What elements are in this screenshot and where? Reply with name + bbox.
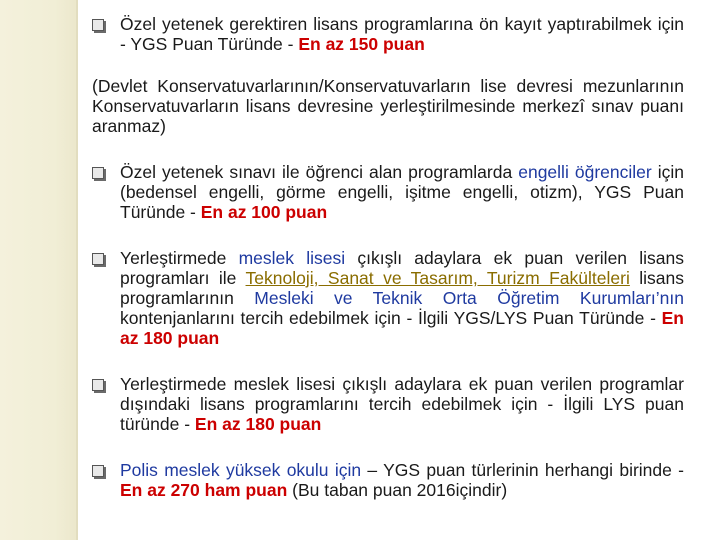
- square-bullet-icon: [92, 167, 104, 179]
- conservatory-note: (Devlet Konservatuvarlarının/Konservatuvarların lise devresi mezunlarının Konservatuvarların lisans devresine yerleştirilmesinde merkezî sınav puanı aranmaz): [92, 76, 684, 136]
- item-highlight-blue: engelli öğrenciler: [518, 162, 652, 182]
- list-item-vocational-extra-points: [92, 248, 684, 348]
- item-text: Yerleştirmede: [120, 248, 239, 268]
- item-highlight: En az 150 puan: [298, 34, 425, 54]
- item-text: Özel yetenek sınavı ile öğrenci alan programlarda: [120, 162, 519, 182]
- list-item-police-academy: [92, 460, 684, 500]
- item-highlight-blue: meslek lisesi: [238, 248, 346, 268]
- item-text: çıkışlı adaylara ek puan verilen lisans programları ile: [120, 248, 684, 288]
- slide-content: [92, 8, 684, 500]
- list-item-special-talent: [92, 14, 684, 54]
- list-item-disabled-students: [92, 162, 684, 222]
- item-highlight: En az 100 puan: [200, 202, 328, 222]
- square-bullet-icon: [92, 253, 104, 265]
- item-text: Özel yetenek gerektiren lisans programlarına ön kayıt yaptırabilmek için - YGS Puan Türünde -: [120, 14, 684, 54]
- item-text: – YGS puan türlerinin herhangi birinde -: [361, 460, 684, 480]
- item-highlight: En az 180 puan: [194, 414, 322, 434]
- square-bullet-icon: [92, 379, 104, 391]
- square-bullet-icon: [92, 19, 104, 31]
- item-highlight-blue: Mesleki ve Teknik Orta Öğretim Kurumları’nın: [254, 288, 684, 308]
- item-text: kontenjanlarını tercih edebilmek için - İlgili YGS/LYS Puan Türünde -: [120, 308, 662, 328]
- item-highlight-olive: Teknoloji, Sanat ve Tasarım, Turizm Fakülteleri: [245, 268, 630, 288]
- item-text: için (bedensel engelli, görme engelli, işitme engelli, otizm), YGS Puan Türünde -: [120, 162, 684, 222]
- square-bullet-icon: [92, 465, 104, 477]
- list-item-other-programs: [92, 374, 684, 434]
- item-text: Yerleştirmede meslek lisesi çıkışlı adaylara ek puan verilen programlar dışındaki lisans programlarını tercih edebilmek için - İlgili LYS puan türünde -: [120, 374, 684, 434]
- item-text: (Bu taban puan 2016içindir): [287, 480, 508, 500]
- item-highlight: En az 180 puan: [120, 308, 684, 348]
- item-text: lisans programlarının: [120, 268, 685, 308]
- decorative-left-band: [0, 0, 78, 540]
- item-highlight: En az 270 ham puan: [120, 480, 288, 500]
- item-highlight-blue: Polis meslek yüksek okulu için: [120, 460, 362, 480]
